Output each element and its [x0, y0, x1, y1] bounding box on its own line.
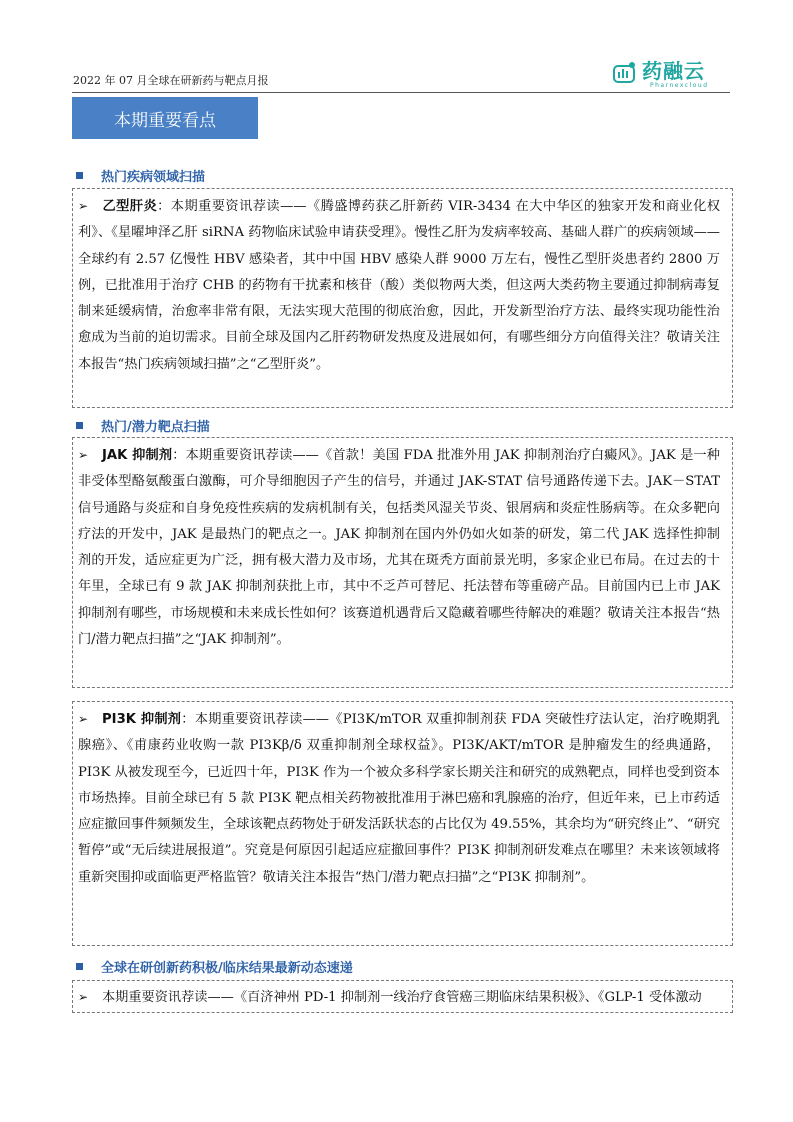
section-heading-disease — [76, 166, 205, 185]
paragraph-pi3k — [78, 706, 720, 891]
logo-text-en: Pharnexcloud — [650, 82, 709, 89]
paragraph-text: ：本期重要资讯荐读——《腾盛博药获乙肝新药 VIR-3434 在大中华区的独家开发和商业化权利》、《星曜坤泽乙肝 siRNA 药物临床试验申请获受理》。慢性乙肝为发病率较高、基础人群广的疾病领域——全球约有 2.57 亿慢性 HBV 感染者，其中中国 HBV 感染人群 9000 万左右，慢性乙型肝炎患者约 2800 万例，已批准用于治疗 CHB 的药物有干扰素和核苷（酸）类似物两大类，但这两大类药物主要通过抑制病毒复制来延缓病情，治愈率非常有限，无法实现大范围的彻底治愈，因此，开发新型治疗方法、最终实现功能性治愈成为当前的迫切需求。目前全球及国内乙肝药物研发热度及进展如何，有哪些细分方向值得关注？敬请关注本报告“热门疾病领域扫描”之“乙型肝炎”。 — [78, 199, 721, 372]
section-heading-text: 全球在研创新药积极/临床结果最新动态速递 — [101, 961, 353, 976]
header-rule — [72, 92, 730, 93]
paragraph-text: ：本期重要资讯荐读——《PI3K/mTOR 双重抑制剂获 FDA 突破性疗法认定，治疗晚期乳腺癌》、《甫康药业收购一款 PI3Kβ/δ 双重抑制剂全球权益》。PI3K/AKT/mTOR 是肿瘤发生的经典通路，PI3K 从被发现至今，已近四十年，PI3K 作为一个被众多科学家长期关注和研究的成熟靶点，同样也受到资本市场热捧。目前全球已有 5 款 PI3K 靶点相关药物被批准用于淋巴癌和乳腺癌的治疗，但近年来，已上市药适应症撤回事件频频发生，全球该靶点药物处于研发活跃状态的占比仅为 49.55%，其余均为“研究终止”、“研究暂停”或“无后续进展报道”。究竟是何原因引起适应症撤回事件？PI3K 抑制剂研发难点在哪里？未来该领域将重新突围抑或面临更严格监管？敬请关注本报告“热门/潜力靶点扫描”之“PI3K 抑制剂”。 — [78, 712, 720, 885]
logo-text-cn: 药融云 — [642, 59, 705, 83]
paragraph-hbv — [78, 193, 720, 378]
lead-term: JAK 抑制剂 — [102, 448, 173, 463]
logo-mark-icon — [612, 60, 638, 86]
arrow-bullet-icon: ➢ — [78, 990, 89, 1004]
bullet-square-icon — [76, 422, 83, 429]
arrow-bullet-icon: ➢ — [78, 199, 89, 213]
bullet-square-icon — [76, 963, 83, 970]
lead-term: 乙型肝炎 — [102, 199, 158, 214]
section-heading-text: 热门/潜力靶点扫描 — [101, 420, 210, 435]
arrow-bullet-icon: ➢ — [78, 712, 89, 726]
section-heading-text: 热门疾病领域扫描 — [101, 170, 206, 185]
section-heading-target — [76, 416, 210, 435]
section-heading-pipeline — [76, 957, 353, 976]
paragraph-pipeline — [78, 984, 720, 1010]
lead-term: PI3K 抑制剂 — [102, 712, 182, 727]
arrow-bullet-icon: ➢ — [78, 448, 89, 462]
bullet-square-icon — [76, 172, 83, 179]
paragraph-jak — [78, 442, 720, 653]
paragraph-text: ：本期重要资讯荐读——《首款！美国 FDA 批准外用 JAK 抑制剂治疗白癜风》。JAK 是一种非受体型酪氨酸蛋白激酶，可介导细胞因子产生的信号，并通过 JAK-STAT 信号通路传递下去。JAK－STAT 信号通路与炎症和自身免疫性疾病的发病机制有关，包括类风湿关节炎、银屑病和炎症性肠病等。在众多靶向疗法的开发中，JAK 是最热门的靶点之一。JAK 抑制剂在国内外仍如火如荼的研发，第二代 JAK 选择性抑制剂的开发，适应症更为广泛，拥有极大潜力及市场，尤其在斑秃方面前景光明，多家企业已布局。在过去的十年里，全球已有 9 款 JAK 抑制剂获批上市，其中不乏芦可替尼、托法替布等重磅产品。目前国内已上市 JAK 抑制剂有哪些，市场规模和未来成长性如何？该赛道机遇背后又隐藏着哪些待解决的难题？敬请关注本报告“热门/潜力靶点扫描”之“JAK 抑制剂”。 — [78, 448, 720, 648]
paragraph-text: 本期重要资讯荐读——《百济神州 PD-1 抑制剂一线治疗食管癌三期临床结果积极》、《GLP-1 受体激动 — [102, 990, 702, 1005]
banner-title: 本期重要看点 — [72, 97, 258, 139]
logo — [612, 60, 732, 92]
header-title: 2022 年 07 月全球在研新药与靶点月报 — [73, 74, 269, 87]
